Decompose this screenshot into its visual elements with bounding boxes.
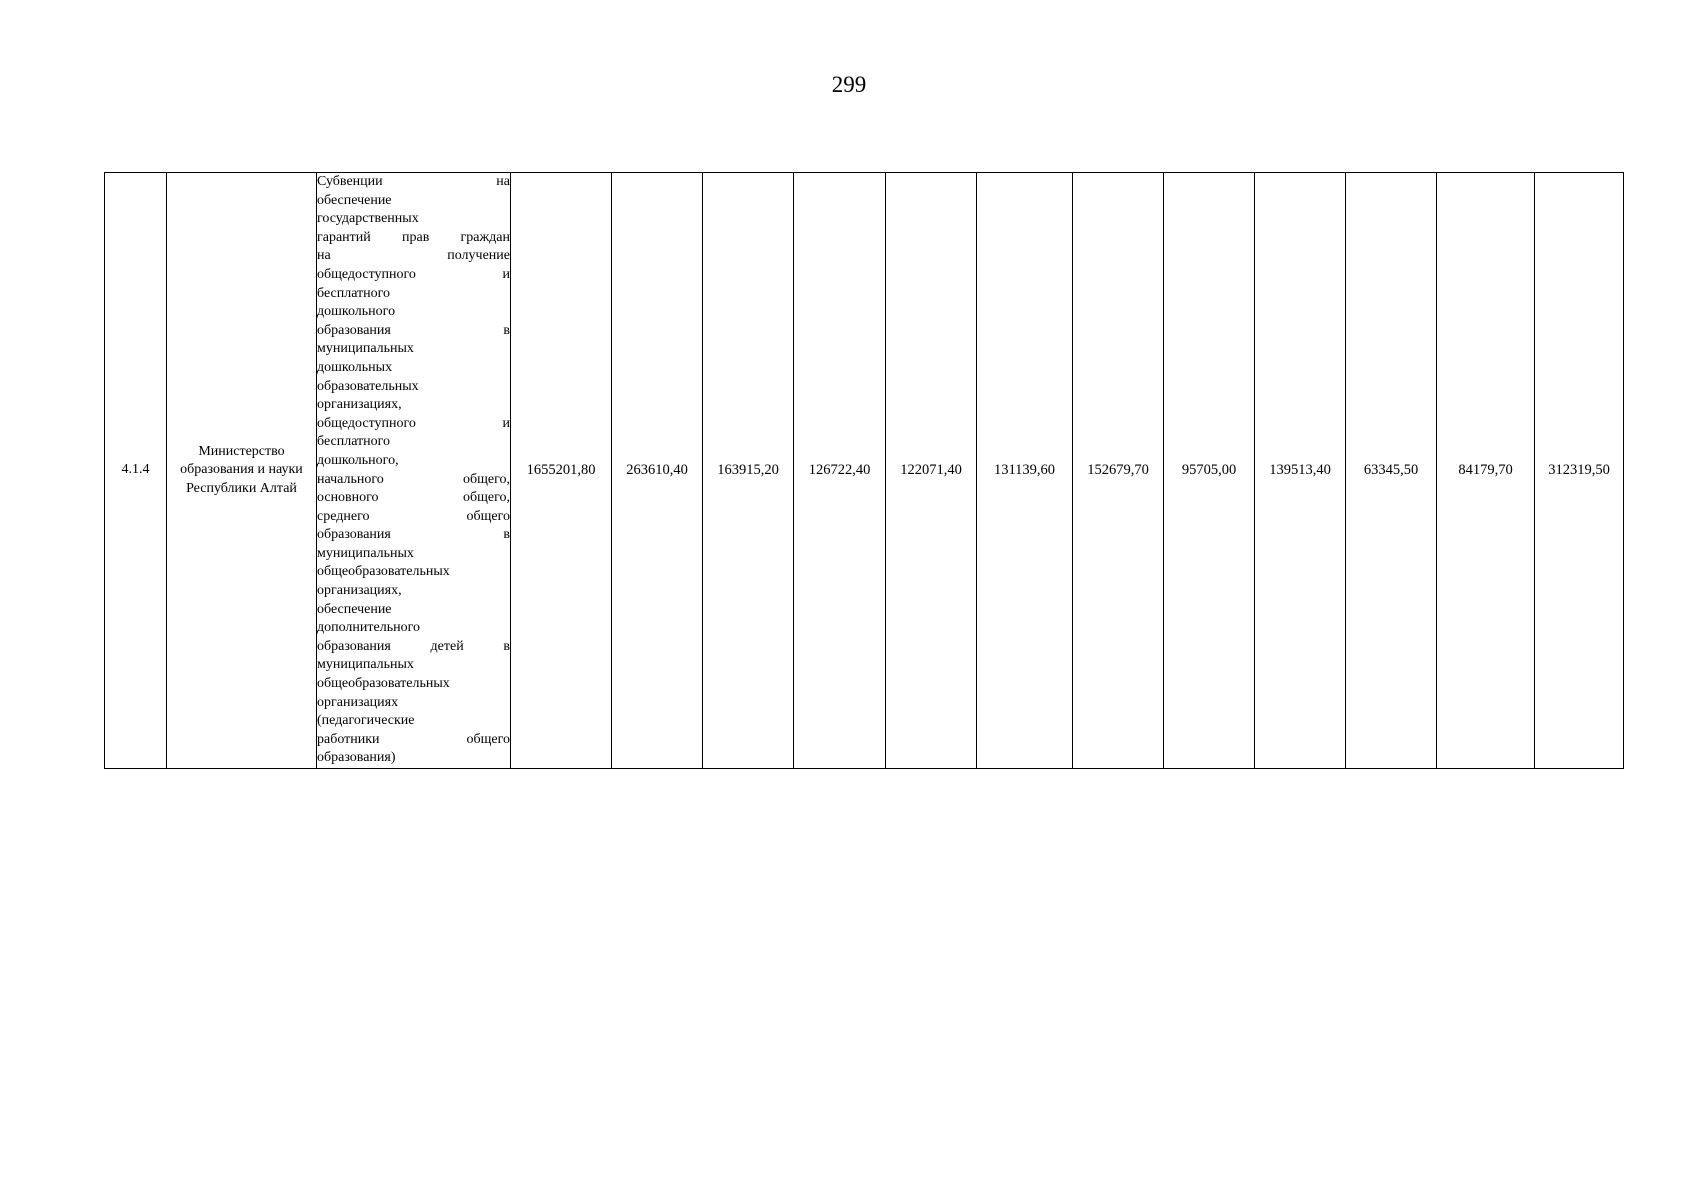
- description-line: среднего общего: [317, 508, 510, 524]
- description-line: обеспечение: [317, 192, 392, 208]
- row-description: [317, 173, 511, 769]
- description-line: образования в: [317, 322, 510, 338]
- row-organization: Министерство образования и науки Республики Алтай: [167, 173, 317, 769]
- description-line: образования): [317, 750, 396, 766]
- value-cell: 152679,70: [1073, 173, 1164, 769]
- value-cell: 312319,50: [1535, 173, 1624, 769]
- page-number: 299: [831, 72, 867, 97]
- row-code: 4.1.4: [105, 173, 167, 769]
- value-cell: 122071,40: [886, 173, 977, 769]
- value-cell: 1655201,80: [511, 173, 612, 769]
- description-line: муниципальных: [317, 545, 414, 561]
- description-line: работники общего: [317, 731, 510, 747]
- description-line: дополнительного: [317, 620, 420, 636]
- description-line: общеобразовательных: [317, 564, 450, 580]
- description-line: общеобразовательных: [317, 676, 450, 692]
- value-cell: 263610,40: [612, 173, 703, 769]
- description-line: Субвенции на: [317, 174, 510, 189]
- description-line: общедоступного и: [317, 415, 510, 431]
- description-line: обеспечение: [317, 601, 392, 617]
- table-row: [105, 173, 1624, 769]
- value-cell: 163915,20: [703, 173, 794, 769]
- description-line: бесплатного: [317, 434, 391, 450]
- description-line: на получение: [317, 248, 510, 264]
- description-line: начального общего,: [317, 471, 510, 487]
- description-line: дошкольного: [317, 304, 396, 320]
- description-line: муниципальных: [317, 341, 414, 357]
- description-line: основного общего,: [317, 490, 510, 506]
- value-cell: 126722,40: [794, 173, 886, 769]
- description-line: гарантий прав граждан: [317, 229, 510, 245]
- description-line: образования детей в: [317, 638, 510, 654]
- budget-table: [104, 172, 1624, 769]
- value-cell: 95705,00: [1164, 173, 1255, 769]
- description-line: дошкольных: [317, 359, 393, 375]
- description-line: (педагогические: [317, 713, 415, 729]
- description-line: государственных: [317, 211, 419, 227]
- description-line: образования в: [317, 527, 510, 543]
- description-line: общедоступного и: [317, 266, 510, 282]
- value-cell: 139513,40: [1255, 173, 1346, 769]
- description-line: муниципальных: [317, 657, 414, 673]
- description-line: организациях,: [317, 397, 402, 413]
- value-cell: 63345,50: [1346, 173, 1437, 769]
- description-line: организациях,: [317, 583, 402, 599]
- value-cell: 84179,70: [1437, 173, 1535, 769]
- description-line: бесплатного: [317, 285, 391, 301]
- description-line: дошкольного,: [317, 452, 399, 468]
- description-line: образовательных: [317, 378, 419, 394]
- value-cell: 131139,60: [977, 173, 1073, 769]
- description-line: организациях: [317, 694, 399, 710]
